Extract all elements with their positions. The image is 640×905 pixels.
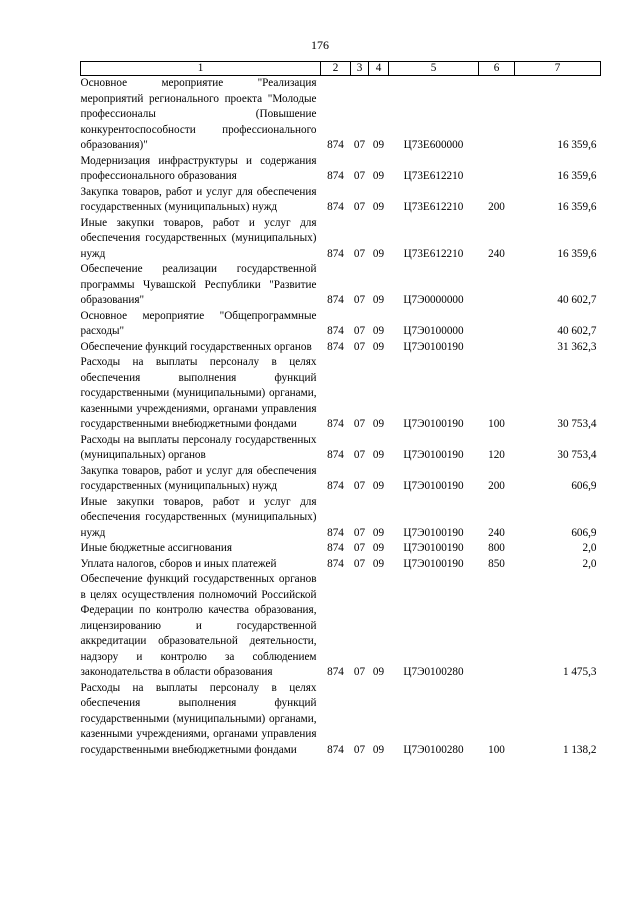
amount-value: 30 753,4 — [557, 449, 597, 461]
ministry-code: 874 — [327, 526, 344, 539]
row-name: Основное мероприятие "Реализация мероприятий регионального проекта "Молодые профессионалы (Повышение конкурентоспособности профессионального образования)" — [80, 77, 317, 151]
expense-type-code: 800 — [488, 542, 505, 554]
ministry-code: 874 — [327, 170, 344, 182]
ministry-code: 874 — [327, 340, 344, 353]
table-row — [81, 355, 601, 433]
column-header: 7 — [515, 62, 601, 76]
column-header: 2 — [321, 62, 351, 76]
row-name: Уплата налогов, сборов и иных платежей — [80, 557, 277, 570]
expense-type-code: 240 — [488, 526, 505, 539]
section-code: 07 — [353, 526, 366, 539]
ministry-code: 874 — [327, 294, 344, 306]
ministry-code: 874 — [327, 480, 344, 492]
budget-table — [80, 61, 601, 758]
section-code: 07 — [353, 666, 366, 678]
ministry-code: 874 — [327, 139, 344, 151]
table-body — [81, 76, 601, 759]
row-name: Обеспечение функций государственных органов — [80, 340, 312, 353]
section-code: 07 — [353, 325, 366, 337]
subsection-code: 09 — [372, 294, 385, 306]
expense-type-code — [479, 340, 515, 356]
header-row — [81, 62, 601, 76]
expense-type-code: 120 — [488, 449, 505, 461]
page-number: 176 — [311, 38, 329, 52]
table-row — [81, 572, 601, 681]
expense-type-code — [479, 154, 515, 185]
table-row — [81, 541, 601, 557]
subsection-code: 09 — [372, 139, 385, 151]
amount-value: 40 602,7 — [557, 325, 597, 337]
column-header: 3 — [351, 62, 369, 76]
subsection-code: 09 — [372, 480, 385, 492]
target-article-code: Ц73Е612210 — [403, 201, 464, 213]
row-name: Закупка товаров, работ и услуг для обеспечения государственных (муниципальных) нужд — [80, 464, 317, 492]
ministry-code: 874 — [327, 557, 344, 570]
ministry-code: 874 — [327, 247, 344, 260]
expense-type-code — [479, 309, 515, 340]
expense-type-code — [479, 572, 515, 681]
amount-value: 40 602,7 — [557, 294, 597, 306]
column-header: 1 — [81, 62, 321, 76]
amount-value: 2,0 — [582, 557, 597, 570]
amount-value: 16 359,6 — [557, 201, 597, 213]
amount-value: 1 138,2 — [562, 743, 597, 756]
target-article-code: Ц7Э0100190 — [403, 557, 464, 570]
section-code: 07 — [353, 449, 366, 461]
subsection-code: 09 — [372, 418, 385, 430]
column-header: 4 — [369, 62, 389, 76]
table-row — [81, 309, 601, 340]
table-row — [81, 154, 601, 185]
target-article-code: Ц7Э0100190 — [403, 449, 464, 461]
target-article-code: Ц73Е600000 — [403, 139, 464, 151]
section-code: 07 — [353, 743, 366, 756]
subsection-code: 09 — [372, 542, 385, 554]
target-article-code: Ц7Э0100190 — [403, 480, 464, 492]
amount-value: 606,9 — [571, 480, 597, 492]
column-header: 5 — [389, 62, 479, 76]
expense-type-code: 100 — [488, 418, 505, 430]
amount-value: 30 753,4 — [557, 418, 597, 430]
row-name: Обеспечение функций государственных органов в целях осуществления полномочий Российской Федерации по контролю качества образования, лицензированию и государственной аккредитации образовательной деятельности, надзору и контролю за соблюдением законодательства в области образования — [80, 573, 317, 678]
table-row — [81, 185, 601, 216]
row-name: Закупка товаров, работ и услуг для обеспечения государственных (муниципальных) нужд — [80, 185, 317, 213]
ministry-code: 874 — [327, 325, 344, 337]
table-row — [81, 495, 601, 542]
column-header: 6 — [479, 62, 515, 76]
ministry-code: 874 — [327, 542, 344, 554]
amount-value: 16 359,6 — [557, 247, 597, 260]
table-row — [81, 76, 601, 154]
section-code: 07 — [353, 480, 366, 492]
subsection-code: 09 — [372, 170, 385, 182]
row-name: Иные закупки товаров, работ и услуг для обеспечения государственных (муниципальных) нужд — [80, 216, 317, 260]
subsection-code: 09 — [372, 325, 385, 337]
target-article-code: Ц7Э0100000 — [403, 325, 464, 337]
target-article-code: Ц7Э0100190 — [403, 418, 464, 430]
expense-type-code: 200 — [488, 201, 505, 213]
amount-value: 31 362,3 — [557, 340, 597, 353]
target-article-code: Ц7Э0100190 — [403, 526, 464, 539]
section-code: 07 — [353, 542, 366, 554]
expense-type-code: 200 — [488, 480, 505, 492]
expense-type-code: 240 — [488, 247, 505, 260]
table-row — [81, 681, 601, 759]
subsection-code: 09 — [372, 449, 385, 461]
subsection-code: 09 — [372, 340, 385, 353]
amount-value: 16 359,6 — [557, 170, 597, 182]
target-article-code: Ц7Э0100190 — [403, 542, 464, 554]
subsection-code: 09 — [372, 201, 385, 213]
subsection-code: 09 — [372, 743, 385, 756]
expense-type-code: 850 — [488, 557, 505, 570]
row-name: Расходы на выплаты персоналу в целях обеспечения выполнения функций государственными (муниципальными) органами, казенными учреждениями, органами управления государственными внебюджетными фондами — [80, 681, 317, 756]
row-name: Иные закупки товаров, работ и услуг для обеспечения государственных (муниципальных) нужд — [80, 495, 317, 539]
table-row — [81, 216, 601, 263]
ministry-code: 874 — [327, 418, 344, 430]
amount-value: 16 359,6 — [557, 139, 597, 151]
ministry-code: 874 — [327, 743, 344, 756]
expense-type-code: 100 — [488, 743, 505, 756]
target-article-code: Ц7Э0100280 — [403, 743, 464, 756]
subsection-code: 09 — [372, 557, 385, 570]
subsection-code: 09 — [372, 526, 385, 539]
section-code: 07 — [353, 247, 366, 260]
target-article-code: Ц73Е612210 — [403, 247, 464, 260]
section-code: 07 — [353, 418, 366, 430]
target-article-code: Ц7Э0100190 — [403, 340, 464, 353]
ministry-code: 874 — [327, 201, 344, 213]
table-row — [81, 464, 601, 495]
row-name: Обеспечение реализации государственной программы Чувашской Республики "Развитие образования" — [80, 263, 317, 306]
table-row — [81, 262, 601, 309]
section-code: 07 — [353, 201, 366, 213]
section-code: 07 — [353, 557, 366, 570]
amount-value: 1 475,3 — [562, 666, 597, 678]
row-name: Иные бюджетные ассигнования — [80, 542, 232, 554]
row-name: Модернизация инфраструктуры и содержания профессионального образования — [80, 154, 317, 182]
section-code: 07 — [353, 170, 366, 182]
section-code: 07 — [353, 294, 366, 306]
ministry-code: 874 — [327, 666, 344, 678]
ministry-code: 874 — [327, 449, 344, 461]
section-code: 07 — [353, 340, 366, 353]
section-code: 07 — [353, 139, 366, 151]
row-name: Расходы на выплаты персоналу в целях обеспечения выполнения функций государственными (муниципальными) органами, казенными учреждениями, органами управления государственными внебюджетными фондами — [80, 356, 317, 430]
subsection-code: 09 — [372, 666, 385, 678]
amount-value: 606,9 — [571, 526, 597, 539]
amount-value: 2,0 — [582, 542, 597, 554]
row-name: Расходы на выплаты персоналу государственных (муниципальных) органов — [80, 433, 317, 461]
table-row — [81, 433, 601, 464]
expense-type-code — [479, 76, 515, 154]
target-article-code: Ц73Е612210 — [403, 170, 464, 182]
table-row — [81, 557, 601, 573]
target-article-code: Ц7Э0100280 — [403, 666, 464, 678]
table-row — [81, 340, 601, 356]
row-name: Основное мероприятие "Общепрограммные расходы" — [80, 309, 317, 337]
subsection-code: 09 — [372, 247, 385, 260]
target-article-code: Ц7Э0000000 — [403, 294, 464, 306]
expense-type-code — [479, 262, 515, 309]
